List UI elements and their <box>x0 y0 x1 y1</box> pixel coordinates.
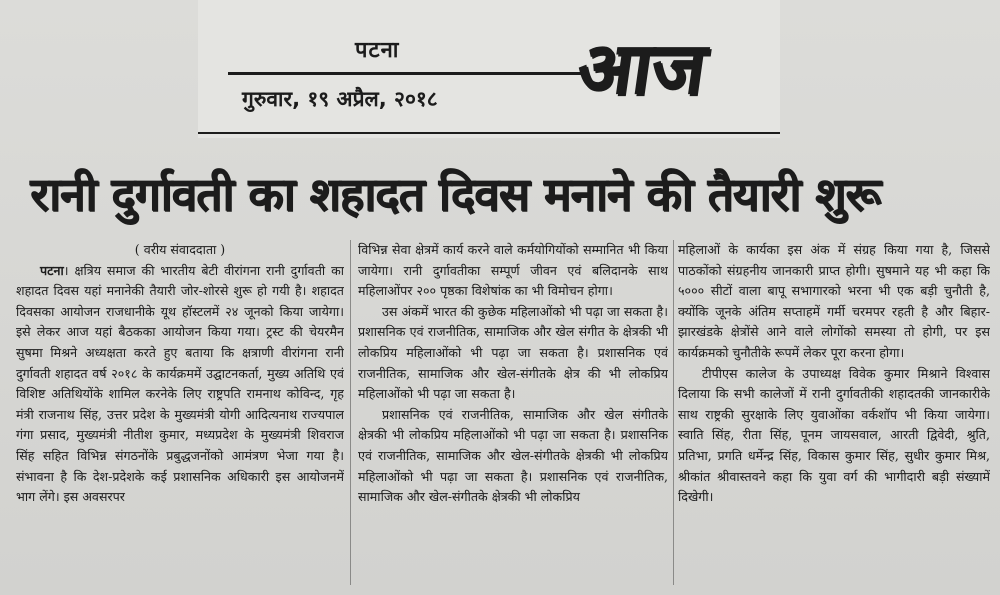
column-2-paragraph: उस अंकमें भारत की कुछेक महिलाओंको भी पढ़ा जा सकता है। प्रशासनिक एवं राजनीतिक, सामाजिक और खेल संगीत के क्षेत्रकी भी लोकप्रिय महिलाओंको भी पढ़ा जा सकता है। प्रशासनिक एवं राजनीतिक, सामाजिक और खेल-संगीतके क्षेत्र की भी लोकप्रिय महिलाओंको भी पढ़ा जा सकता है। <box>358 303 668 402</box>
article-column-3 <box>678 240 990 590</box>
article-column-2 <box>358 240 668 590</box>
column-2-paragraph: विभिन्न सेवा क्षेत्रमें कार्य करने वाले कर्मयोगियोंको सम्मानित भी किया जायेगा। रानी दुर्गावतीका सम्पूर्ण जीवन एवं बलिदानके साथ महिलाओंपर २०० पृष्ठका विशेषांक का भी विमोचन होगा। <box>358 242 668 299</box>
column-1-text: । क्षत्रिय समाज की भारतीय बेटी वीरांगना रानी दुर्गावती का शहादत दिवस यहां मनानेकी तैयारी जोर-शोरसे शुरू हो गयी है। शहादत दिवसका आयोजन राजधानीके यूथ हॉस्टलमें २४ जूनको किया जायेगा। इसे लेकर आज यहां बैठकका आयोजन किया गया। ट्रस्ट की चेयरमैन सुषमा मिश्रने अध्यक्षता करते हुए बताया कि क्षत्राणी वीरांगना रानी दुर्गावती शहादत वर्ष २०१८ के कार्यक्रममें उद्घाटनकर्ता, मुख्य अतिथि एवं विशिष्ट अतिथियोंके शामिल करनेके लिए राष्ट्रपति रामनाथ कोविन्द, गृह मंत्री राजनाथ सिंह, उत्तर प्रदेश के मुख्यमंत्री योगी आदित्यनाथ राज्यपाल गंगा प्रसाद, मुख्यमंत्री नीतीश कुमार, मध्यप्रदेश के मुख्यमंत्री शिवराज सिंह सहित विभिन्न संगठनोंके प्रबुद्धजनोंको आमंत्रण भेजा गया है। संभावना है कि देश-प्रदेशके कई प्रशासनिक अधिकारी इस आयोजनमें भाग लेंगे। इस अवसरपर <box>16 262 344 505</box>
masthead-city: पटना <box>355 38 400 63</box>
masthead-rule <box>228 72 583 75</box>
article-dateline: पटना <box>40 262 64 278</box>
masthead-bottom-rule <box>198 132 780 134</box>
newspaper-logo: आज <box>572 25 712 110</box>
column-divider <box>673 240 674 585</box>
masthead <box>198 0 780 138</box>
column-2-paragraph: प्रशासनिक एवं राजनीतिक, सामाजिक और खेल संगीतके क्षेत्रकी भी लोकप्रिय महिलाओंको भी पढ़ा जा सकता है। प्रशासनिक एवं राजनीतिक, सामाजिक और खेल-संगीतके क्षेत्रकी भी लोकप्रिय महिलाओंको भी पढ़ा जा सकता है। प्रशासनिक एवं राजनीतिक, सामाजिक और खेल-संगीतके क्षेत्रकी भी लोकप्रिय <box>358 406 668 505</box>
article-headline: रानी दुर्गावती का शहादत दिवस मनाने की तैयारी शुरू <box>30 167 881 221</box>
column-3-paragraph: महिलाओं के कार्यका इस अंक में संग्रह किया गया है, जिससे पाठकोंको संग्रहनीय जानकारी प्राप्त होगी। सुषमाने यह भी कहा कि ५००० सीटों वाला बापू सभागारको भरना भी एक बड़ी चुनौती है, क्योंकि जूनके अंतिम सप्ताहमें गर्मी चरमपर रहती है और बिहार-झारखंडके क्षेत्रोंसे आने वाले लोगोंको समस्या तो होगी, पर इस कार्यक्रमको चुनौतीके रूपमें लेकर पूरा करना होगा। <box>678 242 990 360</box>
article-column-1 <box>16 240 344 590</box>
article-byline: ( वरीय संवाददाता ) <box>134 242 226 257</box>
column-divider <box>350 240 351 585</box>
column-3-paragraph: टीपीएस कालेज के उपाध्यक्ष विवेक कुमार मिश्राने विश्वास दिलाया कि सभी कालेजों में रानी दुर्गावतीकी शहादतकी जानकारीके साथ राष्ट्रकी सुरक्षाके लिए युवाओंका वर्कशॉप भी किया जायेगा। स्वाति सिंह, रीता सिंह, पूनम जायसवाल, आरती द्विवेदी, श्रुति, प्रतिभा, प्रगति धर्मेन्द्र सिंह, विकास कुमार सिंह, सुधीर कुमार मिश्र, श्रीकांत श्रीवास्तवने कहा कि युवा वर्ग की भागीदारी बड़ी संख्यामें दिखेगी। <box>678 365 990 505</box>
masthead-date: गुरुवार, १९ अप्रैल, २०१८ <box>242 87 438 111</box>
